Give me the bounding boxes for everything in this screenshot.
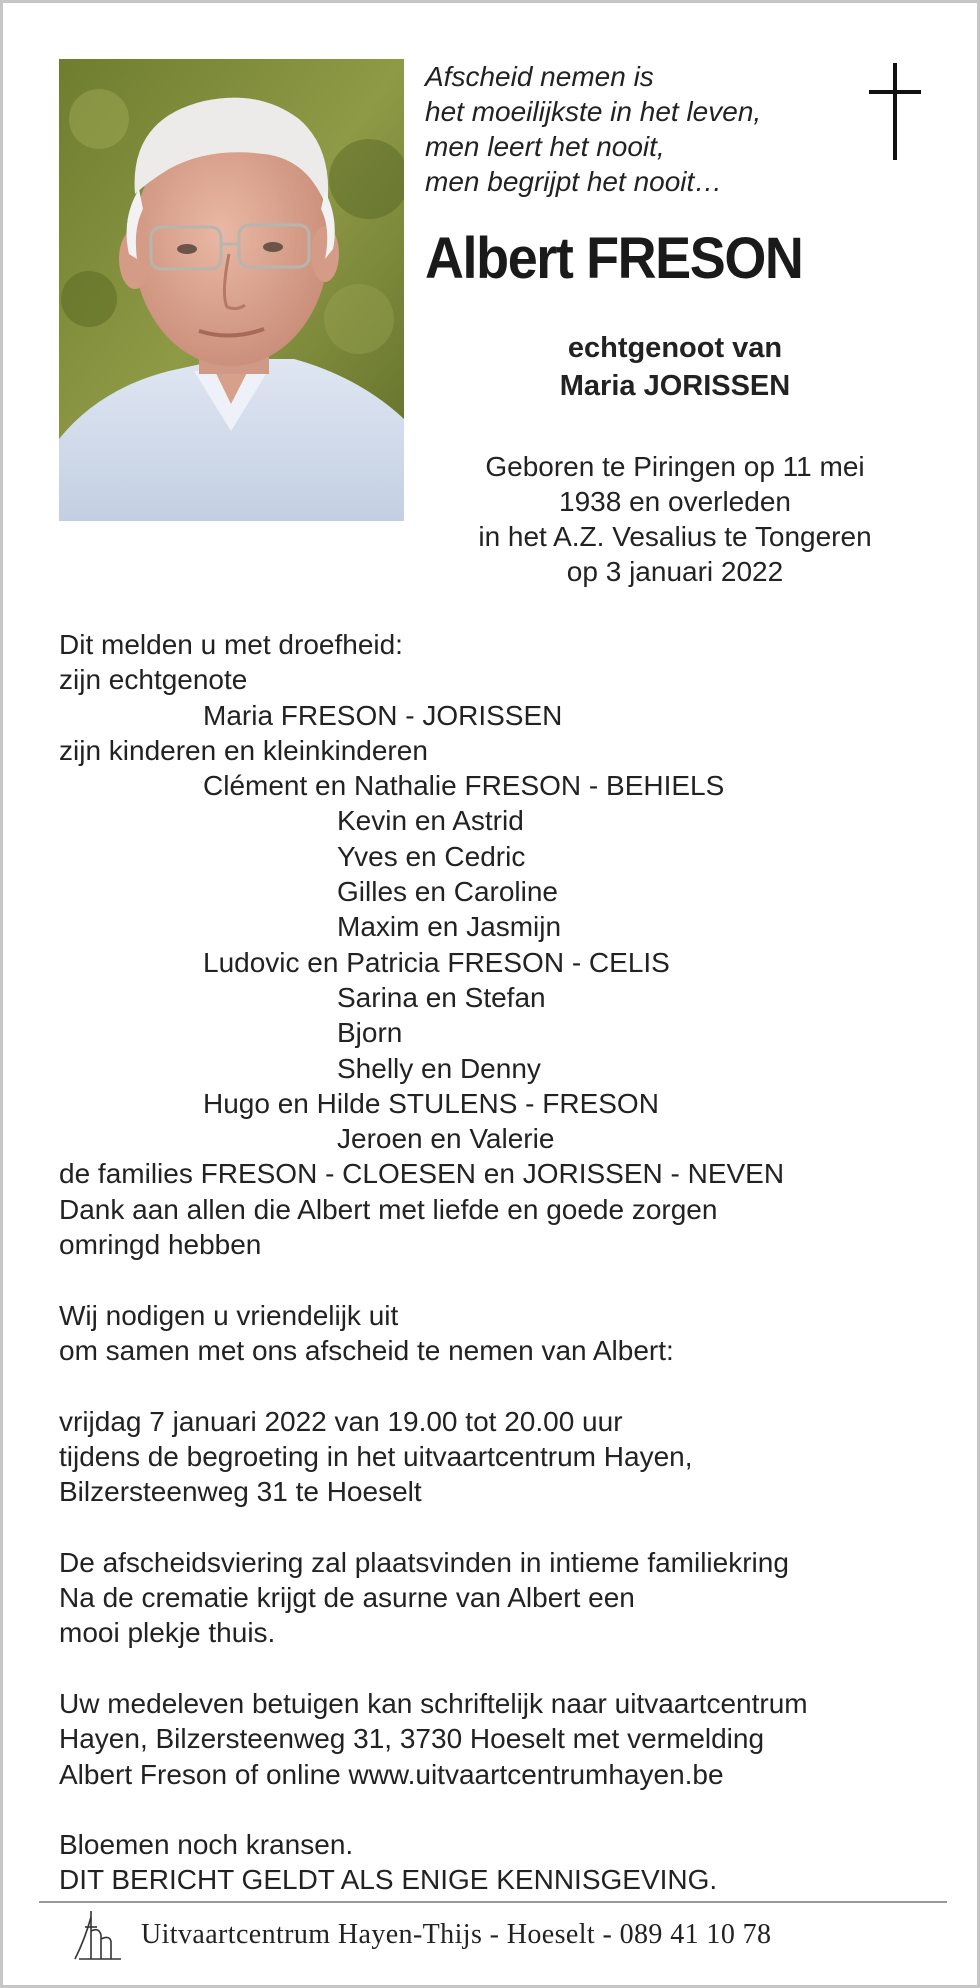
condolence-line: Uw medeleven betuigen kan schriftelijk naar uitvaartcentrum	[59, 1687, 808, 1719]
spouse-name: Maria JORISSEN	[559, 370, 791, 402]
spacer	[59, 1368, 939, 1403]
footer-funeral-home: Uitvaartcentrum Hayen-Thijs - Hoeselt - 089 41 10 78	[141, 1919, 772, 1950]
family-intro: Dit melden u met droefheid:	[59, 629, 403, 660]
grandchild-name: Sarina en Stefan	[337, 981, 546, 1013]
poem-line: het moeilijkste in het leven,	[425, 96, 762, 127]
spacer	[59, 1262, 939, 1297]
condolence-line: Albert Freson of online www.uitvaartcentrumhayen.be	[59, 1758, 724, 1790]
grandchild-name: Bjorn	[337, 1017, 403, 1049]
condolence-line: Hayen, Bilzersteenweg 31, 3730 Hoeselt met vermelding	[59, 1723, 765, 1755]
child-name: Ludovic en Patricia FRESON - CELIS	[203, 946, 670, 978]
invitation-line: om samen met ons afscheid te nemen van Albert:	[59, 1334, 674, 1366]
children-label: zijn kinderen en kleinkinderen	[59, 734, 428, 766]
families-line: de families FRESON - CLOESEN en JORISSEN - NEVEN	[59, 1158, 785, 1190]
birth-death-details	[435, 449, 915, 589]
birth-death-line: 1938 en overleden	[559, 486, 791, 517]
spacer	[59, 1651, 939, 1686]
spouse-block	[455, 329, 895, 405]
portrait-photo	[59, 59, 404, 521]
visitation-line: tijdens de begroeting in het uitvaartcentrum Hayen,	[59, 1440, 693, 1472]
spouse-label: echtgenoot van	[567, 332, 783, 364]
grandchild-name: Yves en Cedric	[337, 840, 526, 872]
spouse-label-line: zijn echtgenote	[59, 664, 248, 696]
ceremony-line: Na de crematie krijgt de asurne van Albert een	[59, 1582, 635, 1614]
poem-line: men leert het nooit,	[425, 131, 665, 162]
grandchild-name: Jeroen en Valerie	[337, 1123, 555, 1155]
invitation-line: Wij nodigen u vriendelijk uit	[59, 1299, 399, 1331]
child-name: Hugo en Hilde STULENS - FRESON	[203, 1087, 659, 1119]
birth-death-line: Geboren te Piringen op 11 mei	[485, 451, 865, 482]
grandchild-name: Gilles en Caroline	[337, 876, 558, 908]
poem	[425, 59, 845, 199]
thanks-line: Dank aan allen die Albert met liefde en goede zorgen	[59, 1193, 718, 1225]
funeral-home-logo-icon	[71, 1909, 127, 1961]
poem-line: Afscheid nemen is	[425, 61, 654, 92]
grandchild-name: Kevin en Astrid	[337, 805, 524, 837]
closing-line: Bloemen noch kransen.	[59, 1829, 354, 1861]
grandchild-name: Shelly en Denny	[337, 1052, 541, 1084]
grandchild-name: Maxim en Jasmijn	[337, 911, 562, 943]
birth-death-line: op 3 januari 2022	[566, 556, 784, 587]
spacer	[59, 1792, 939, 1827]
birth-death-line: in het A.Z. Vesalius te Tongeren	[478, 521, 872, 552]
spacer	[59, 1509, 939, 1544]
child-name: Clément en Nathalie FRESON - BEHIELS	[203, 770, 725, 802]
closing-line: DIT BERICHT GELDT ALS ENIGE KENNISGEVING.	[59, 1864, 718, 1896]
ceremony-line: mooi plekje thuis.	[59, 1617, 276, 1649]
visitation-line: Bilzersteenweg 31 te Hoeselt	[59, 1476, 422, 1508]
announcement-body	[59, 627, 939, 1898]
ceremony-line: De afscheidsviering zal plaatsvinden in intieme familiekring	[59, 1546, 789, 1578]
spouse-full-name: Maria FRESON - JORISSEN	[203, 699, 563, 731]
cross-icon	[865, 63, 925, 163]
poem-line: men begrijpt het nooit…	[425, 166, 723, 197]
deceased-name: Albert FRESON	[425, 226, 803, 291]
thanks-line: omringd hebben	[59, 1229, 262, 1261]
visitation-line: vrijdag 7 januari 2022 van 19.00 tot 20.00 uur	[59, 1405, 623, 1437]
footer-divider	[39, 1901, 947, 1903]
